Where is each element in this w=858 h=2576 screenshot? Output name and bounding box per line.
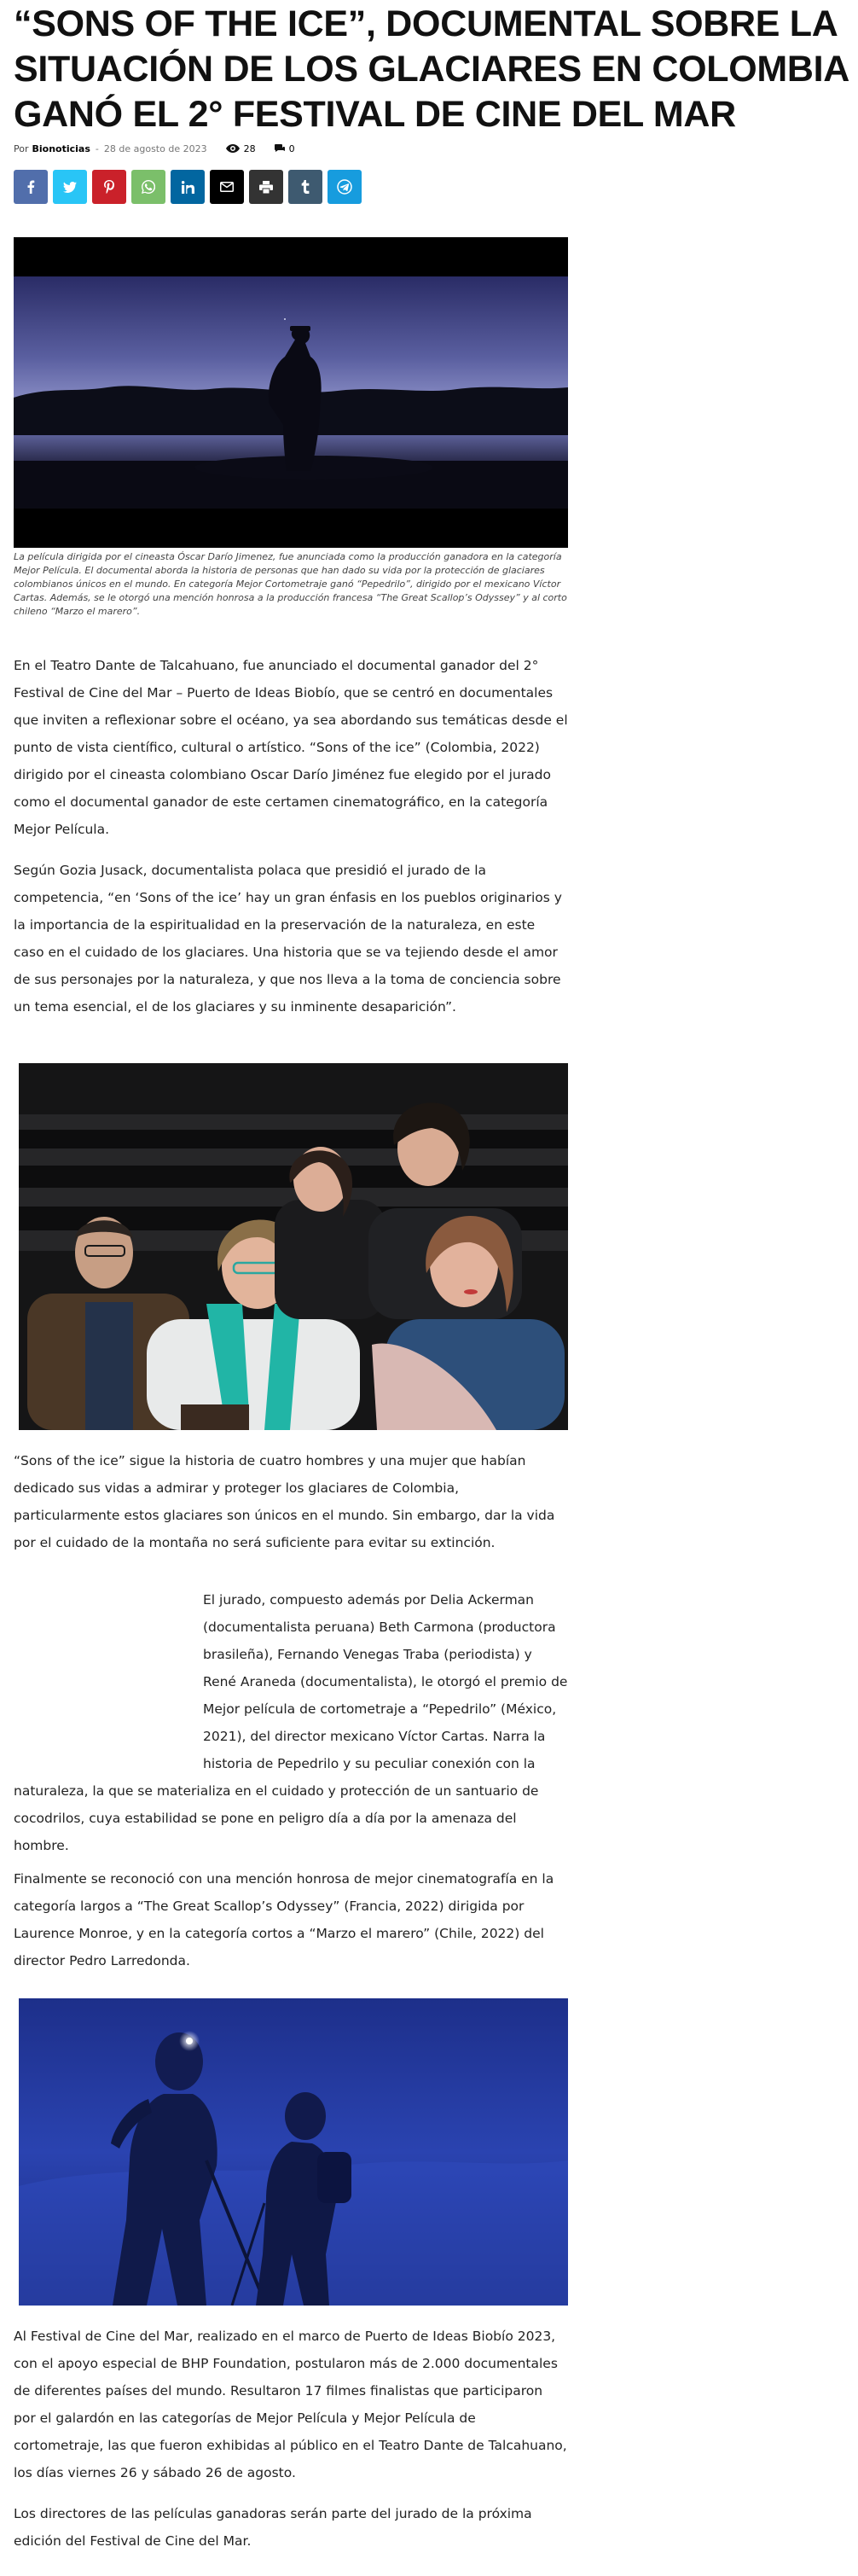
paragraph-5: Finalmente se reconoció con una mención honrosa de mejor cinematografía en la categoría largos a “The Great Scallop’s Odyssey” (Francia, 2022) dirigida por Laurence Monroe, y en la categoría cortos a “Marzo el marero” (Chile, 2022) del director Pedro Larredonda. [14, 1871, 554, 1968]
views-count [226, 143, 256, 154]
author-link[interactable]: Bionoticias [32, 142, 90, 154]
jury-photo [19, 1063, 568, 1430]
jury-photo-graphic [19, 1063, 568, 1430]
glacier-photo-graphic [19, 1998, 568, 2306]
share-bar [14, 170, 367, 204]
paragraph-3: “Sons of the ice” sigue la historia de cuatro hombres y una mujer que habían dedicado sus vidas a admirar y proteger los glaciares de Colombia, particularmente estos glaciares son únicos en el mundo. Sin embargo, dar la vida por el cuidado de la montaña no será suficiente para evitar su extinción. [14, 1453, 555, 1550]
comment-icon [275, 144, 285, 153]
float-spacer [14, 1586, 203, 1777]
share-linkedin-button[interactable] [171, 170, 205, 204]
share-telegram-button[interactable] [328, 170, 362, 204]
comments-count[interactable] [275, 143, 295, 154]
tumblr-icon [301, 180, 310, 194]
share-pinterest-button[interactable] [92, 170, 126, 204]
share-whatsapp-button[interactable] [131, 170, 165, 204]
twitter-icon [63, 182, 77, 193]
linkedin-icon [182, 181, 194, 194]
share-tumblr-button[interactable] [288, 170, 322, 204]
article-meta [14, 140, 314, 157]
paragraph-6: Al Festival de Cine del Mar, realizado en el marco de Puerto de Ideas Biobío 2023, con el apoyo especial de BHP Foundation, postularon más de 2.000 documentales de diferentes países del mundo. Resultaron 17 filmes finalistas que participaron por el galardón en las categorías de Mejor Película y Mejor Película de cortometraje, las que fueron exhibidas al público en el Teatro Dante de Talcahuano, los días viernes 26 y sábado 26 de agosto. [14, 2329, 567, 2480]
by-label: Por [14, 142, 29, 154]
share-facebook-button[interactable] [14, 170, 48, 204]
paragraph-4-wrap [14, 1586, 568, 1859]
views-value: 28 [243, 142, 256, 154]
paragraph-1: En el Teatro Dante de Talcahuano, fue anunciado el documental ganador del 2° Festival de Cine del Mar – Puerto de Ideas Biobío, que se centró en documentales que inviten a reflexionar sobre el océano, ya sea abordando sus temáticas desde el punto de vista científico, cultural o artístico. “Sons of the ice” (Colombia, 2022) dirigido por el cineasta colombiano Oscar Darío Jiménez fue elegido por el jurado como el documental ganador de este certamen cinematográfico, en la categoría Mejor Película. [14, 658, 568, 837]
pinterest-icon [104, 180, 114, 194]
article-title: “SONS OF THE ICE”, DOCUMENTAL SOBRE LA SITUACIÓN DE LOS GLACIARES EN COLOMBIA GANÓ EL 2° FESTIVAL DE CINE DEL MAR [14, 3, 849, 135]
hero-image-graphic [14, 237, 568, 548]
share-email-button[interactable] [210, 170, 244, 204]
facebook-icon [26, 180, 35, 194]
glacier-photo [19, 1998, 568, 2306]
paragraph-4: El jurado, compuesto además por Delia Ackerman (documentalista peruana) Beth Carmona (productora brasileña), Fernando Venegas Traba (periodista) y René Araneda (documentalista), le otorgó el premio de Mejor película de cortometraje a “Pepedrilo” (México, 2021), del director mexicano Víctor Cartas. Narra la historia de Pepedrilo y su peculiar conexión con la naturaleza, la que se materializa en el cuidado y protección de un santuario de cocodrilos, cuya estabilidad se pone en peligro día a día por la amenaza del hombre. [14, 1592, 568, 1853]
paragraph-7: Los directores de las películas ganadoras serán parte del jurado de la próxima edición del Festival de Cine del Mar. [14, 2506, 532, 2549]
share-print-button[interactable] [249, 170, 283, 204]
share-twitter-button[interactable] [53, 170, 87, 204]
eye-icon [226, 144, 240, 153]
email-icon [220, 182, 234, 192]
hero-image [14, 237, 568, 548]
whatsapp-icon [142, 180, 155, 194]
print-icon [259, 181, 273, 194]
paragraph-2: Según Gozia Jusack, documentalista polaca que presidió el jurado de la competencia, “en ‘Sons of the ice’ hay un gran énfasis en los pueblos originarios y la importancia de la espiritualidad en la preservación de la naturaleza, en este caso en el cuidado de los glaciares. Una historia que se va tejiendo desde el amor de sus personajes por la naturaleza, y que nos lleva a la toma de conciencia sobre un tema esencial, el de los glaciares y su inminente desaparición”. [14, 863, 562, 1015]
telegram-icon [337, 179, 352, 195]
publish-date: 28 de agosto de 2023 [103, 142, 207, 154]
meta-separator: - [95, 142, 99, 154]
hero-caption: La película dirigida por el cineasta Óscar Darío Jimenez, fue anunciada como la producción ganadora en la categoría Mejor Película. El documental aborda la historia de personas que han dado su vida por la protección de glaciares colombianos únicos en el mundo. En categoría Mejor Cortometraje ganó “Pepedrilo”, dirigido por el mexicano Víctor Cartas. Además, se le otorgó una mención honrosa a la producción francesa “The Great Scallop’s Odyssey” y al corto chileno “Marzo el marero”. [14, 551, 567, 617]
comments-value: 0 [288, 142, 295, 154]
